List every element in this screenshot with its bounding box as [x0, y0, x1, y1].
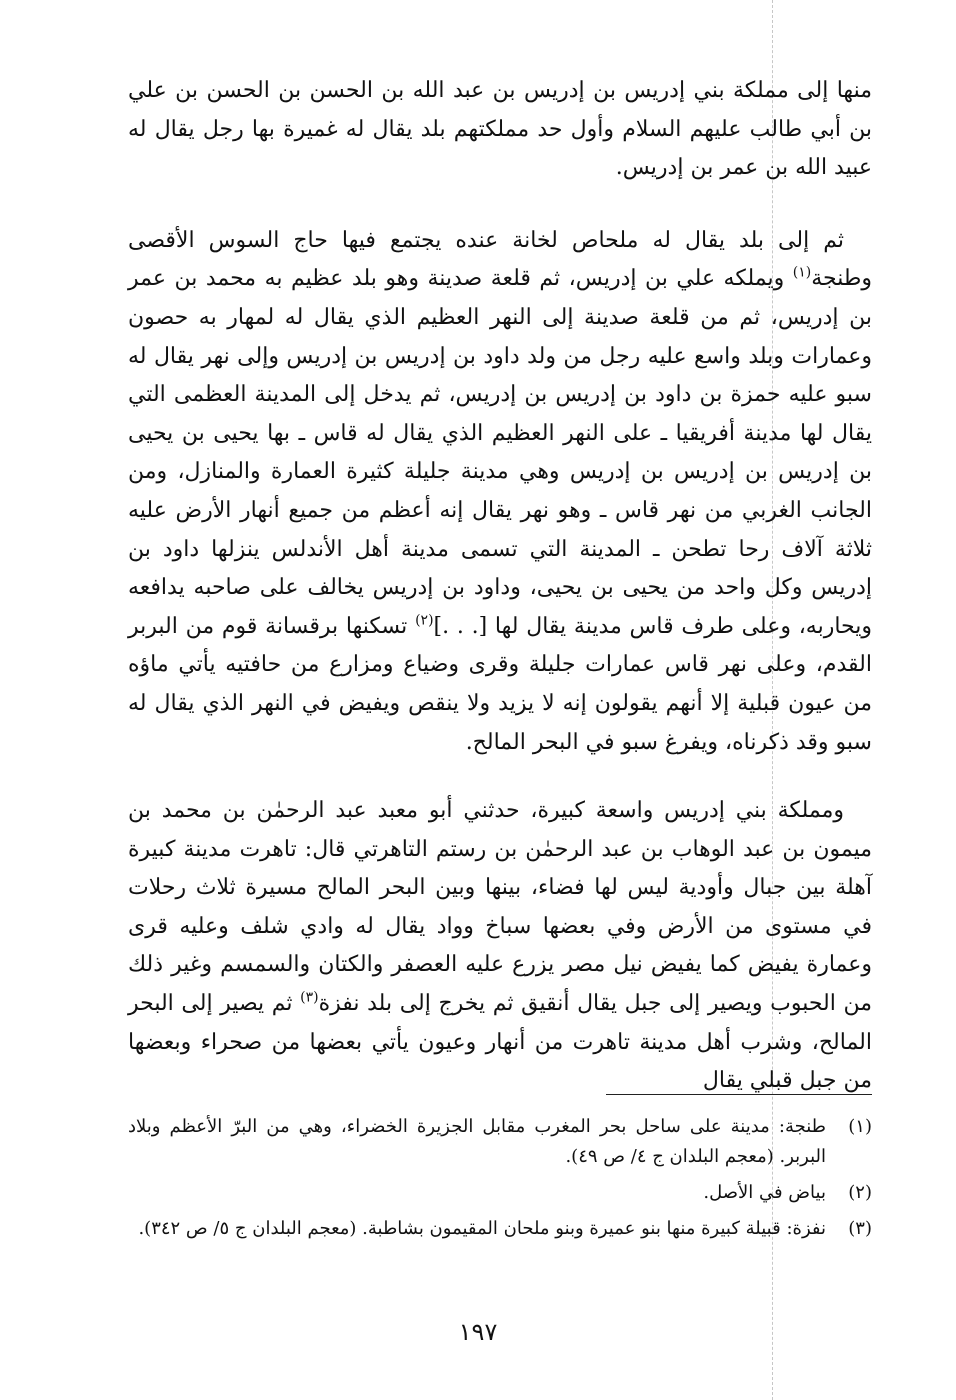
footnote-3-number: (٣) — [848, 1218, 872, 1239]
footnote-2-text: بياض في الأصل. — [703, 1182, 826, 1203]
footnotes — [128, 1112, 872, 1250]
footnote-3 — [128, 1214, 872, 1244]
footnote-marker-2: (٢) — [415, 612, 434, 629]
footnote-2-number: (٢) — [848, 1182, 872, 1203]
page-number: ١٩٧ — [458, 1318, 498, 1346]
footnote-1 — [128, 1112, 872, 1172]
paragraph-1 — [128, 72, 872, 188]
main-text — [128, 72, 872, 1101]
paragraph-1-text: منها إلى مملكة بني إدريس بن إدريس بن عبد الله بن الحسن بن الحسن بن علي بن أبي طالب عليهم السلام وأول حد مملكتهم بلد يقال له غميرة بها رجل يقال له عبيد الله بن عمر بن إدريس. — [128, 78, 872, 181]
footnote-marker-1: (١) — [792, 265, 812, 282]
footnote-marker-3: (٣) — [300, 989, 319, 1006]
paragraph-2-part-c: تسكنها برقسانة قوم من البربر القدم، وعلى نهر قاس عمارات جليلة وقرى وضياع ومزارع من حافتيه يأتي ماؤه من عيون قبلية إلا أنهم يقولون إنه لا يزيد ولا ينقص ويفيض في النهر الذي يقال له سبو وقد ذكرناه، ويفرغ سبو في البحر المالح. — [128, 613, 872, 755]
paragraph-3-part-a: ومملكة بني إدريس واسعة كبيرة، حدثني أبو معبد عبد الرحمٰن بن محمد بن ميمون بن عبد الوهاب بن عبد الرحمٰن بن رستم التاهرتي قال: تاهرت مدينة كبيرة آهلة بين جبال وأودية ليس لها فضاء، بينها وبين البحر المالح مسيرة ثلاث رحلات في مستوى من الأرض وفي بعضها سباخ وواد يقال له وادي شلف وعليه قرى وعمارة يفيض كما يفيض نيل مصر يزرع عليه العصفر والكتان والسمسم وغير ذلك من الحبوب ويصير إلى جبل يقال أنقيق ثم يخرج إلى بلد نفزة — [128, 798, 872, 1017]
footnote-2 — [128, 1178, 872, 1208]
footnote-3-text: نفزة: قبيلة كبيرة منها بنو عميرة وبنو ملحان المقيمون بشاطبة. (معجم البلدان ج ٥/ ص ٣٤٢). — [138, 1218, 826, 1239]
footnote-1-text: طنجة: مدينة على ساحل بحر المغرب مقابل الجزيرة الخضراء، وهي من البرّ الأعظم وبلاد البربر. (معجم البلدان ج ٤/ ص ٤٩). — [128, 1116, 826, 1167]
paragraph-3-part-b: ثم يصير إلى البحر المالح، وشرب أهل مدينة تاهرت من أنهار وعيون يأتي بعضها من صحراء وبعضها من جبل قبلي يقال — [128, 991, 872, 1094]
footnote-separator — [606, 1094, 872, 1095]
paragraph-2-part-b: ويملكه علي بن إدريس، ثم قلعة صدينة وهو بلد عظيم به محمد بن عمر بن إدريس، ثم من قلعة صدينة إلى النهر العظيم الذي يقال له لمهار به حصون وعمارات وبلد واسع عليه رجل من ولد داود بن إدريس بن إدريس وإلى نهر يقال له سبو عليه حمزة بن داود بن إدريس بن إدريس، ثم يدخل إلى المدينة العظمى التي يقال لها مدينة أفريقيا ـ على النهر العظيم الذي يقال له قاس ـ بها يحيى بن يحيى بن إدريس بن إدريس بن إدريس وهي مدينة جليلة كثيرة العمارة والمنازل، ومن الجانب الغربي من نهر قاس ـ وهو نهر يقال إنه أعظم من جميع أنهار الأرض عليه ثلاثة آلاف رحا تطحن ـ المدينة التي تسمى مدينة أهل الأندلس ينزلها داود بن إدريس وكل واحد من يحيى بن يحيى، وداود بن إدريس يخالف على صاحبه يدافعه ويحاربه، وعلى طرف قاس مدينة يقال لها [. . .] — [128, 266, 873, 639]
paragraph-3 — [128, 792, 872, 1101]
footnote-1-number: (١) — [848, 1116, 872, 1137]
paragraph-2-part-a: ثم إلى بلد يقال له ملحاص لخانة عنده يجتمع فيها حاج السوس الأقصى وطنجة — [128, 227, 872, 292]
paragraph-2 — [128, 222, 872, 762]
